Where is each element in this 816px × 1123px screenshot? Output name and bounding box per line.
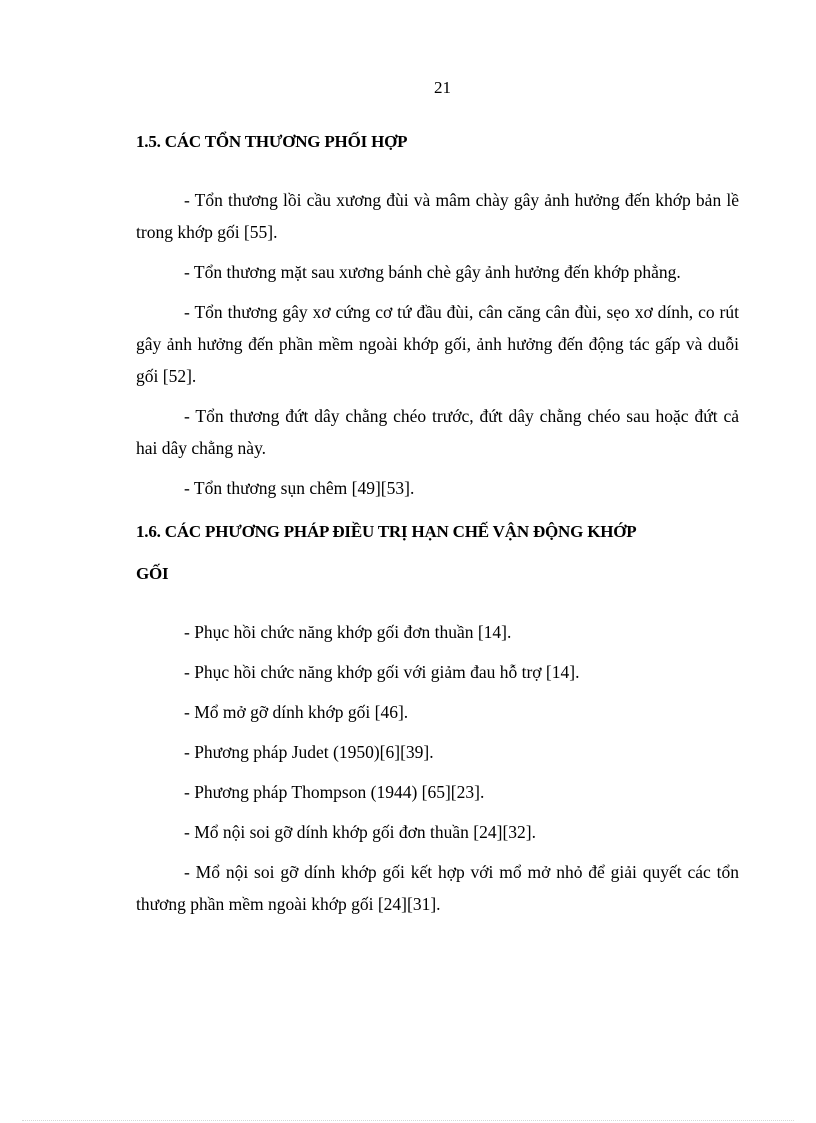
- list-item: - Phục hồi chức năng khớp gối với giảm đau hỗ trợ [14].: [184, 662, 580, 682]
- list-item: - Mổ mở gỡ dính khớp gối [46].: [184, 702, 409, 722]
- paragraph: - Tổn thương đứt dây chằng chéo trước, đứt dây chằng chéo sau hoặc đứt cả hai dây chằng này.: [136, 406, 739, 458]
- paragraph: - Tổn thương sụn chêm [49][53].: [184, 478, 415, 498]
- paragraph: - Tổn thương lồi cầu xương đùi và mâm chày gây ảnh hưởng đến khớp bản lề trong khớp gối [55].: [136, 190, 739, 242]
- list-item: - Phương pháp Thompson (1944) [65][23].: [184, 782, 485, 802]
- list-item: - Mổ nội soi gỡ dính khớp gối đơn thuần [24][32].: [184, 822, 536, 842]
- section-1-5: [136, 132, 739, 512]
- paragraph: - Tổn thương mặt sau xương bánh chè gây ảnh hưởng đến khớp phẳng.: [184, 262, 681, 282]
- section-heading: 1.5. CÁC TỔN THƯƠNG PHỐI HỢP: [136, 132, 408, 151]
- paragraph: - Tổn thương gây xơ cứng cơ tứ đầu đùi, cân căng cân đùi, sẹo xơ dính, co rút gây ảnh hưởng đến phần mềm ngoài khớp gối, ảnh hưởng đến động tác gấp và duỗi gối [52].: [136, 302, 739, 386]
- section-1-6: [136, 522, 739, 928]
- list-item: - Phương pháp Judet (1950)[6][39].: [184, 742, 434, 762]
- list-item: - Phục hồi chức năng khớp gối đơn thuần [14].: [184, 622, 512, 642]
- page-number: 21: [434, 78, 451, 97]
- section-heading-line-1: 1.6. CÁC PHƯƠNG PHÁP ĐIỀU TRỊ HẠN CHẾ VẬN ĐỘNG KHỚP: [136, 522, 637, 541]
- paragraph: - Mổ nội soi gỡ dính khớp gối kết hợp với mổ mở nhỏ để giải quyết các tổn thương phần mềm ngoài khớp gối [24][31].: [136, 862, 739, 914]
- page-bottom-divider: [22, 1120, 794, 1121]
- section-heading-line-2: GỐI: [136, 564, 169, 583]
